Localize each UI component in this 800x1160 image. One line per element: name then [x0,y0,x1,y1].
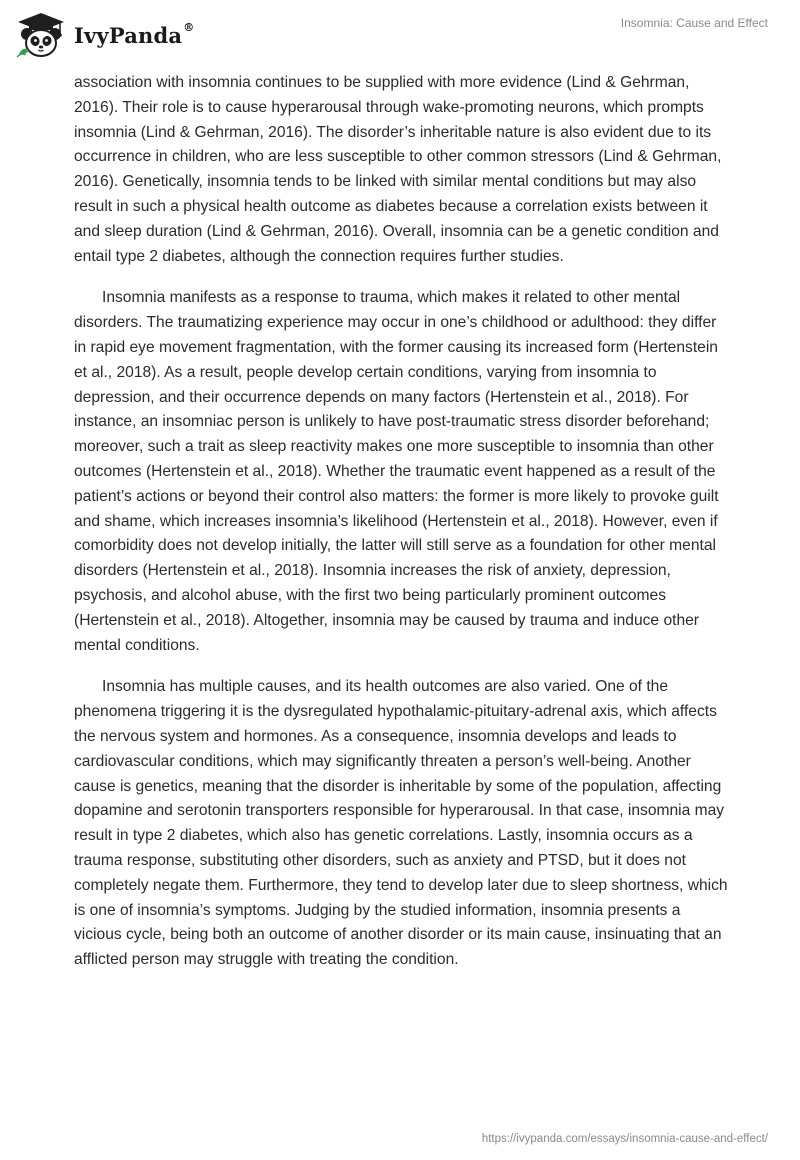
brand-name [74,20,195,48]
source-url[interactable]: https://ivypanda.com/essays/insomnia-cause-and-effect/ [481,1133,768,1145]
registered-mark: ® [183,20,195,34]
paragraph-1: association with insomnia continues to be supplied with more evidence (Lind & Gehrman, 2016). Their role is to cause hyperarousal through wake-promoting neurons, which prompts insomnia (Lind & Gehrman, 2016). The disorder’s inheritable nature is also evident due to its occurrence in children, who are less susceptible to other common stressors (Lind & Gehrman, 2016). Genetically, insomnia tends to be linked with similar mental conditions but may also result in such a physical health outcome as diabetes because a correlation exists between it and sleep duration (Lind & Gehrman, 2016). Overall, insomnia can be a genetic condition and entail type 2 diabetes, although the connection requires further studies. [74,74,722,265]
essay-body [74,71,730,990]
document-title: Insomnia: Cause and Effect [620,16,768,30]
panda-graduate-icon [14,10,68,60]
brand-logo[interactable] [14,10,194,60]
paragraph-3: Insomnia has multiple causes, and its health outcomes are also varied. One of the phenomena triggering it is the dysregulated hypothalamic-pituitary-adrenal axis, which affects the nervous system and hormones. As a consequence, insomnia develops and leads to cardiovascular conditions, which may significantly threaten a person’s well-being. Another cause is genetics, meaning that the disorder is inheritable by some of the population, affecting dopamine and serotonin transporters responsible for hyperarousal. In that case, insomnia may result in type 2 diabetes, which also has genetic correlations. Lastly, insomnia occurs as a trauma response, substituting other disorders, such as anxiety and PTSD, but it does not completely negate them. Furthermore, they tend to develop later due to sleep shortness, which is one of insomnia’s symptoms. Judging by the studied information, insomnia presents a vicious cycle, being both an outcome of another disorder or its main cause, insinuating that an afflicted person may struggle with treating the condition. [74,678,728,969]
page-header [0,0,800,70]
brand-name-text: IvyPanda [74,22,183,48]
paragraph-2: Insomnia manifests as a response to trauma, which makes it related to other mental disorders. The traumatizing experience may occur in one’s childhood or adulthood: they differ in rapid eye movement fragmentation, with the former causing its increased form (Hertenstein et al., 2018). As a result, people develop certain conditions, varying from insomnia to depression, and their occurrence depends on many factors (Hertenstein et al., 2018). For instance, an insomniac person is unlikely to have post-traumatic stress disorder beforehand; moreover, such a trait as sleep reactivity makes one more susceptible to insomnia than other outcomes (Hertenstein et al., 2018). Whether the traumatic event happened as a result of the patient’s actions or beyond their control also matters: the former is more likely to provoke guilt and shame, which increases insomnia’s likelihood (Hertenstein et al., 2018). However, even if comorbidity does not develop initially, the latter will still serve as a foundation for other mental disorders (Hertenstein et al., 2018). Insomnia increases the risk of anxiety, depression, psychosis, and alcohol abuse, with the first two being particularly prominent outcomes (Hertenstein et al., 2018). Altogether, insomnia may be caused by trauma and induce other mental conditions. [74,289,719,654]
